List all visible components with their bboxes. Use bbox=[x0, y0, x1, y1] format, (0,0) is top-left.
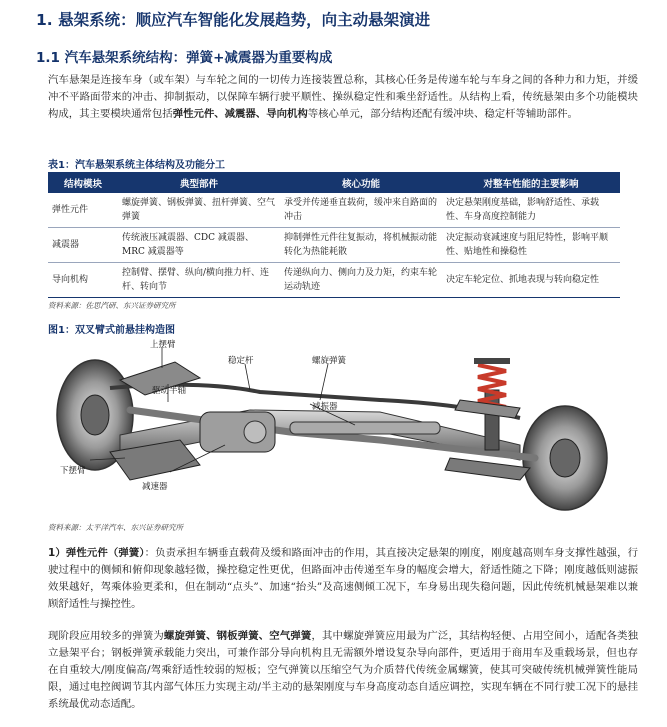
suspension-illustration bbox=[50, 340, 620, 516]
table-cell: 决定振动衰减速度与阻尼特性，影响平顺性、贴地性和操稳性 bbox=[442, 228, 620, 263]
steering-gear bbox=[290, 422, 440, 434]
table-row bbox=[48, 228, 620, 263]
table-row bbox=[48, 193, 620, 228]
intro-bold-text: 弹性元件、减震器、导向机构 bbox=[172, 108, 308, 120]
suspension-structure-table bbox=[48, 172, 620, 298]
spring-types-paragraph bbox=[48, 628, 638, 713]
figure-source-note: 资料来源：太平洋汽车、东兴证券研究所 bbox=[48, 523, 183, 532]
table-header-cell: 结构模块 bbox=[48, 172, 118, 193]
table-cell: 螺旋弹簧、钢板弹簧、扭杆弹簧、空气弹簧 bbox=[118, 193, 280, 228]
table-header-cell: 典型部件 bbox=[118, 172, 280, 193]
right-lower-arm bbox=[445, 458, 530, 480]
spring-section-title: 1）弹性元件（弹簧） bbox=[48, 547, 145, 559]
table-cell: 决定悬架刚度基础，影响舒适性、承载性、车身高度控制能力 bbox=[442, 193, 620, 228]
spring-types-text-1: 现阶段应用较多的弹簧为 bbox=[48, 630, 164, 642]
suspension-diagram bbox=[50, 340, 620, 516]
table-caption: 表1：汽车悬架系统主体结构及功能分工 bbox=[48, 160, 225, 171]
label-half-shaft: 驱动半轴 bbox=[152, 386, 187, 396]
intro-text-1: 汽车悬架是连接车身（或车架）与车轮之间的一切传力连接装置总称，其核心任务是传递车轮与车身之间的各种力和力矩，并缓冲不平路面带来的冲击、抑制振动，以保障车辆行驶平顺性、操纵稳定性和乘坐舒适性。从结构上看，传统悬架由多个功能模块构成，其主要模块通常包括 bbox=[48, 74, 638, 120]
section-heading: 1. 悬架系统：顺应汽车智能化发展趋势，向主动悬架演进 bbox=[36, 11, 431, 29]
table-cell: 传递纵向力、侧向力及力矩，约束车轮运动轨迹 bbox=[280, 263, 442, 298]
label-damper: 减振器 bbox=[312, 402, 338, 412]
table-cell: 导向机构 bbox=[48, 263, 118, 298]
spring-types-bold: 螺旋弹簧、钢板弹簧、空气弹簧 bbox=[163, 630, 312, 642]
intro-text-2: 等核心单元，部分结构还配有缓冲块、稳定杆等辅助部件。 bbox=[307, 108, 578, 120]
table-header-cell: 核心功能 bbox=[280, 172, 442, 193]
table-cell: 承受并传递垂直载荷，缓冲来自路面的冲击 bbox=[280, 193, 442, 228]
table-row bbox=[48, 263, 620, 298]
table-source-note: 资料来源：佐思汽研、东兴证券研究所 bbox=[48, 301, 176, 310]
left-hub bbox=[81, 395, 109, 435]
table-cell: 减震器 bbox=[48, 228, 118, 263]
table-cell: 决定车轮定位、抓地表现与转向稳定性 bbox=[442, 263, 620, 298]
table-cell: 弹性元件 bbox=[48, 193, 118, 228]
subsection-heading: 1.1 汽车悬架系统结构：弹簧+减震器为重要构成 bbox=[36, 50, 333, 66]
label-lower-arm: 下摆臂 bbox=[60, 466, 86, 476]
label-upper-arm: 上摆臂 bbox=[150, 340, 176, 350]
spring-types-text-2: ，其中螺旋弹簧应用最为广泛，其结构轻便、占用空间小，适配各类独立悬架平台；钢板弹簧承载能力突出，可兼作部分导向机构且无需额外增设复杂导向部件，更适用于商用车及重载场景，但也存在自重较大/刚度偏高/驾乘舒适性较弱的短板；空气弹簧以压缩空气为介质替代传统金属螺簧，使其可突破传统机械弹簧性能局限，通过电控阀调节其内部气体压力实现主动/半主动的悬架刚度与车身高度动态自适应调控，实现车辆在不同行驶工况下的悬挂系统最优动态适配。 bbox=[48, 630, 639, 710]
table-cell: 控制臂、摆臂、纵向/横向推力杆、连杆、转向节 bbox=[118, 263, 280, 298]
intro-paragraph bbox=[48, 72, 638, 123]
table-cell: 抑制弹性元件往复振动，将机械振动能转化为热能耗散 bbox=[280, 228, 442, 263]
table-header-cell: 对整车性能的主要影响 bbox=[442, 172, 620, 193]
table-cell: 传统液压减震器、CDC 减震器、MRC 减震器等 bbox=[118, 228, 280, 263]
table-header-row bbox=[48, 172, 620, 193]
label-reducer: 减速器 bbox=[142, 482, 168, 492]
figure-caption: 图1：双叉臂式前悬挂构造图 bbox=[48, 325, 175, 336]
right-hub bbox=[550, 439, 580, 477]
spring-section-text: ：负责承担车辆垂直载荷及缓和路面冲击的作用，其直接决定悬架的刚度，刚度越高则车身支撑性越强，行驶过程中的侧倾和俯仰现象越轻微，操控稳定性更优，但路面冲击传递至车身的幅度会增大，舒适性随之下降；刚度越低则滤振效果越好，驾乘体验更柔和，但在制动“点头”、加速“抬头”及高速侧倾工况下，车身易出现失稳问题，因此传统机械悬架难以兼顾舒适性与操控性。 bbox=[48, 547, 639, 610]
label-coil-spring: 螺旋弹簧 bbox=[312, 356, 347, 366]
label-stabilizer: 稳定杆 bbox=[228, 356, 254, 366]
spring-section-paragraph bbox=[48, 545, 638, 613]
